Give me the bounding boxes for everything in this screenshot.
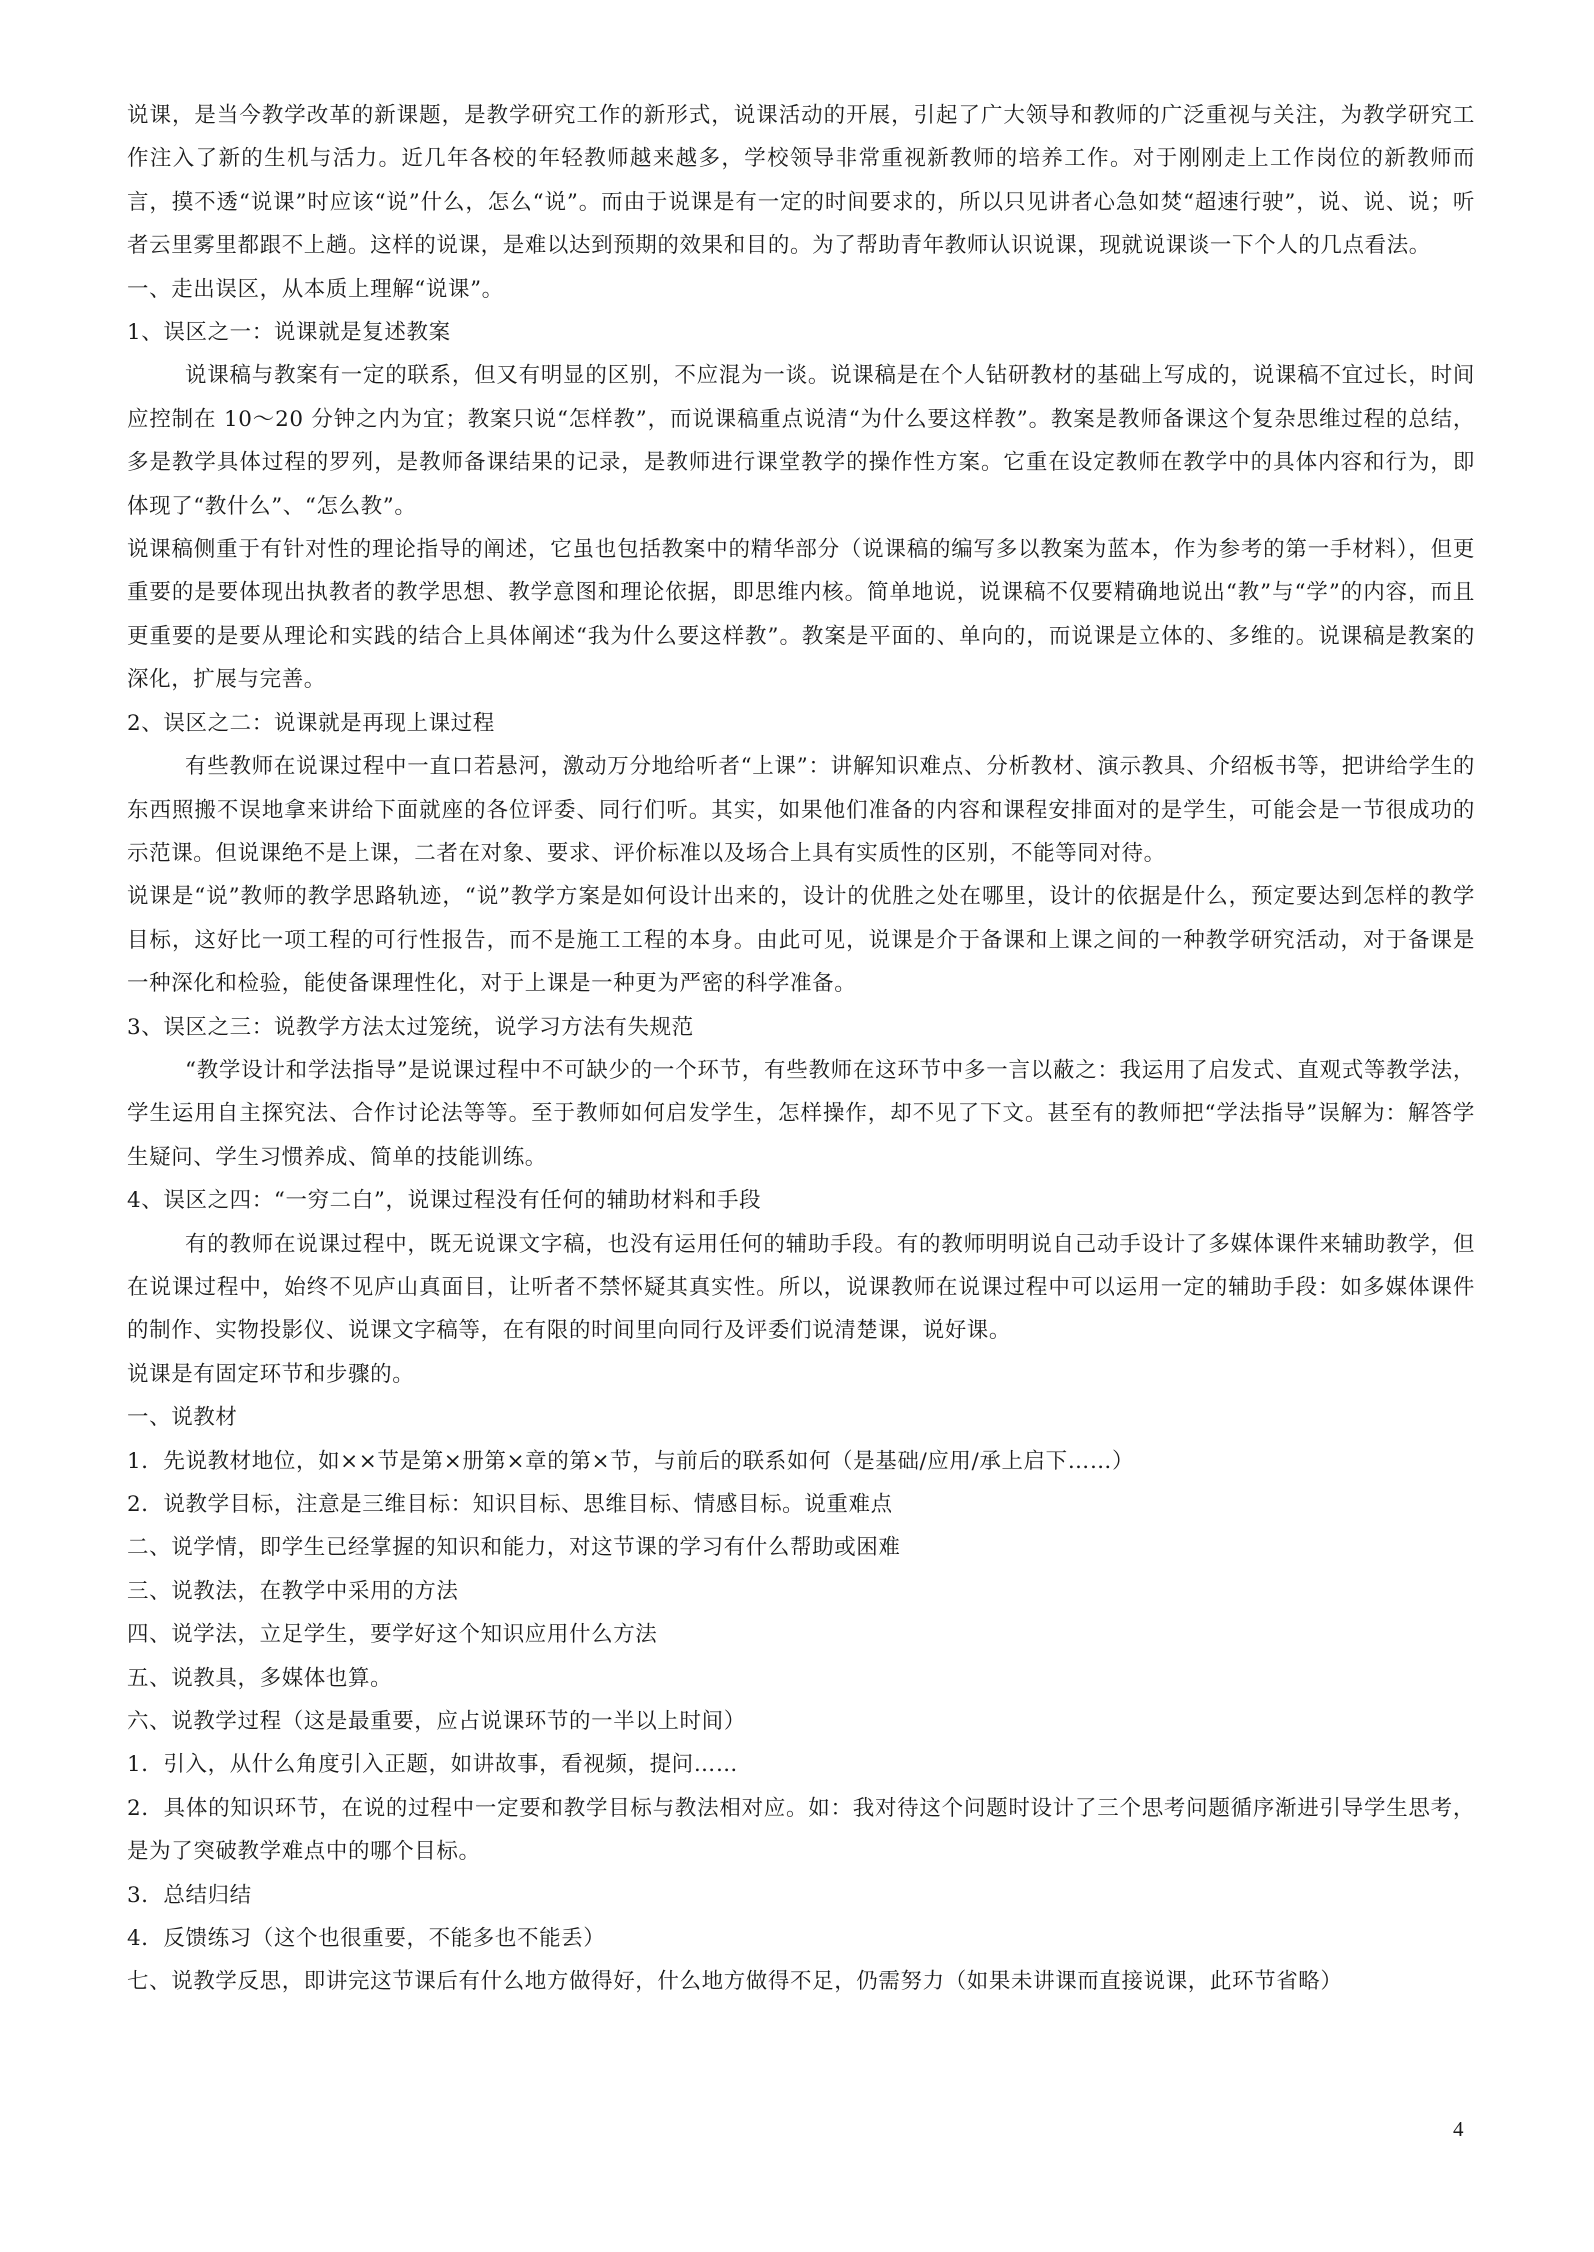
paragraph: 1．引入，从什么角度引入正题，如讲故事，看视频，提问…… bbox=[127, 1752, 738, 1778]
paragraph: 五、说教具，多媒体也算。 bbox=[127, 1665, 393, 1691]
page-number: 4 bbox=[1453, 2117, 1464, 2141]
paragraph: 2、误区之二：说课就是再现上课过程 bbox=[127, 710, 495, 736]
paragraph: 二、说学情，即学生已经掌握的知识和能力，对这节课的学习有什么帮助或困难 bbox=[127, 1535, 901, 1561]
paragraph: 说课稿侧重于有针对性的理论指导的阐述，它虽也包括教案中的精华部分（说课稿的编写多以教案为蓝本，作为参考的第一手材料），但更重要的是要体现出执教者的教学思想、教学意图和理论依据，即思维内核。简单地说，说课稿不仅要精确地说出“教”与“学”的内容，而且更重要的是要从理论和实践的结合上具体阐述“我为什么要这样教”。教案是平面的、单向的，而说课是立体的、多维的。说课稿是教案的深化，扩展与完善。 bbox=[127, 537, 1475, 693]
paragraph: 一、走出误区，从本质上理解“说课”。 bbox=[127, 276, 504, 302]
paragraph: 2．说教学目标，注意是三维目标：知识目标、思维目标、情感目标。说重难点 bbox=[127, 1492, 893, 1517]
paragraph: 4．反馈练习（这个也很重要，不能多也不能丢） bbox=[127, 1926, 606, 1952]
paragraph: “教学设计和学法指导”是说课过程中不可缺少的一个环节，有些教师在这环节中多一言以蔽之：我运用了启发式、直观式等教学法，学生运用自主探究法、合作讨论法等等。至于教师如何启发学生，怎样操作，却不见了下文。甚至有的教师把“学法指导”误解为：解答学生疑问、学生习惯养成、简单的技能训练。 bbox=[127, 1057, 1475, 1170]
paragraph: 七、说教学反思，即讲完这节课后有什么地方做得好，什么地方做得不足，仍需努力（如果未讲课而直接说课，此环节省略） bbox=[127, 1969, 1343, 1995]
paragraph: 3．总结归结 bbox=[127, 1882, 252, 1908]
paragraph: 3、误区之三：说教学方法太过笼统，说学习方法有失规范 bbox=[127, 1014, 694, 1040]
paragraph: 六、说教学过程（这是最重要，应占说课环节的一半以上时间） bbox=[127, 1709, 746, 1735]
paragraph: 一、说教材 bbox=[127, 1405, 238, 1431]
paragraph: 三、说教法，在教学中采用的方法 bbox=[127, 1578, 459, 1604]
document-body bbox=[127, 94, 1475, 2004]
paragraph: 说课，是当今教学改革的新课题，是教学研究工作的新形式，说课活动的开展，引起了广大领导和教师的广泛重视与关注，为教学研究工作注入了新的生机与活力。近几年各校的年轻教师越来越多，学校领导非常重视新教师的培养工作。对于刚刚走上工作岗位的新教师而言，摸不透“说课”时应该“说”什么，怎么“说”。而由于说课是有一定的时间要求的，所以只见讲者心急如焚“超速行驶”，说、说、说；听者云里雾里都跟不上趟。这样的说课，是难以达到预期的效果和目的。为了帮助青年教师认识说课，现就说课谈一下个人的几点看法。 bbox=[127, 103, 1475, 259]
paragraph: 4、误区之四：“一穷二白”，说课过程没有任何的辅助材料和手段 bbox=[127, 1188, 762, 1214]
paragraph: 说课是有固定环节和步骤的。 bbox=[127, 1361, 415, 1387]
paragraph: 说课是“说”教师的教学思路轨迹，“说”教学方案是如何设计出来的，设计的优胜之处在哪里，设计的依据是什么，预定要达到怎样的教学目标，这好比一项工程的可行性报告，而不是施工工程的本身。由此可见，说课是介于备课和上课之间的一种教学研究活动，对于备课是一种深化和检验，能使备课理性化，对于上课是一种更为严密的科学准备。 bbox=[127, 884, 1475, 997]
paragraph: 有些教师在说课过程中一直口若悬河，激动万分地给听者“上课”：讲解知识难点、分析教材、演示教具、介绍板书等，把讲给学生的东西照搬不误地拿来讲给下面就座的各位评委、同行们听。其实，如果他们准备的内容和课程安排面对的是学生，可能会是一节很成功的示范课。但说课绝不是上课，二者在对象、要求、评价标准以及场合上具有实质性的区别，不能等同对待。 bbox=[127, 754, 1475, 866]
paragraph: 说课稿与教案有一定的联系，但又有明显的区别，不应混为一谈。说课稿是在个人钻研教材的基础上写成的，说课稿不宜过长，时间应控制在 10～20 分钟之内为宜；教案只说“怎样教”，而说课稿重点说清“为什么要这样教”。教案是教师备课这个复杂思维过程的总结，多是教学具体过程的罗列，是教师备课结果的记录，是教师进行课堂教学的操作性方案。它重在设定教师在教学中的具体内容和行为，即体现了“教什么”、“怎么教”。 bbox=[127, 363, 1475, 519]
paragraph: 1．先说教材地位，如××节是第×册第×章的第×节，与前后的联系如何（是基础/应用/承上启下……） bbox=[127, 1448, 1135, 1474]
paragraph: 2．具体的知识环节，在说的过程中一定要和教学目标与教法相对应。如：我对待这个问题时设计了三个思考问题循序渐进引导学生思考，是为了突破教学难点中的哪个目标。 bbox=[127, 1795, 1475, 1865]
paragraph: 四、说学法，立足学生，要学好这个知识应用什么方法 bbox=[127, 1622, 658, 1648]
paragraph: 1、误区之一：说课就是复述教案 bbox=[127, 320, 451, 346]
paragraph: 有的教师在说课过程中，既无说课文字稿，也没有运用任何的辅助手段。有的教师明明说自己动手设计了多媒体课件来辅助教学，但在说课过程中，始终不见庐山真面目，让听者不禁怀疑其真实性。所以，说课教师在说课过程中可以运用一定的辅助手段：如多媒体课件的制作、实物投影仪、说课文字稿等，在有限的时间里向同行及评委们说清楚课，说好课。 bbox=[127, 1231, 1475, 1344]
